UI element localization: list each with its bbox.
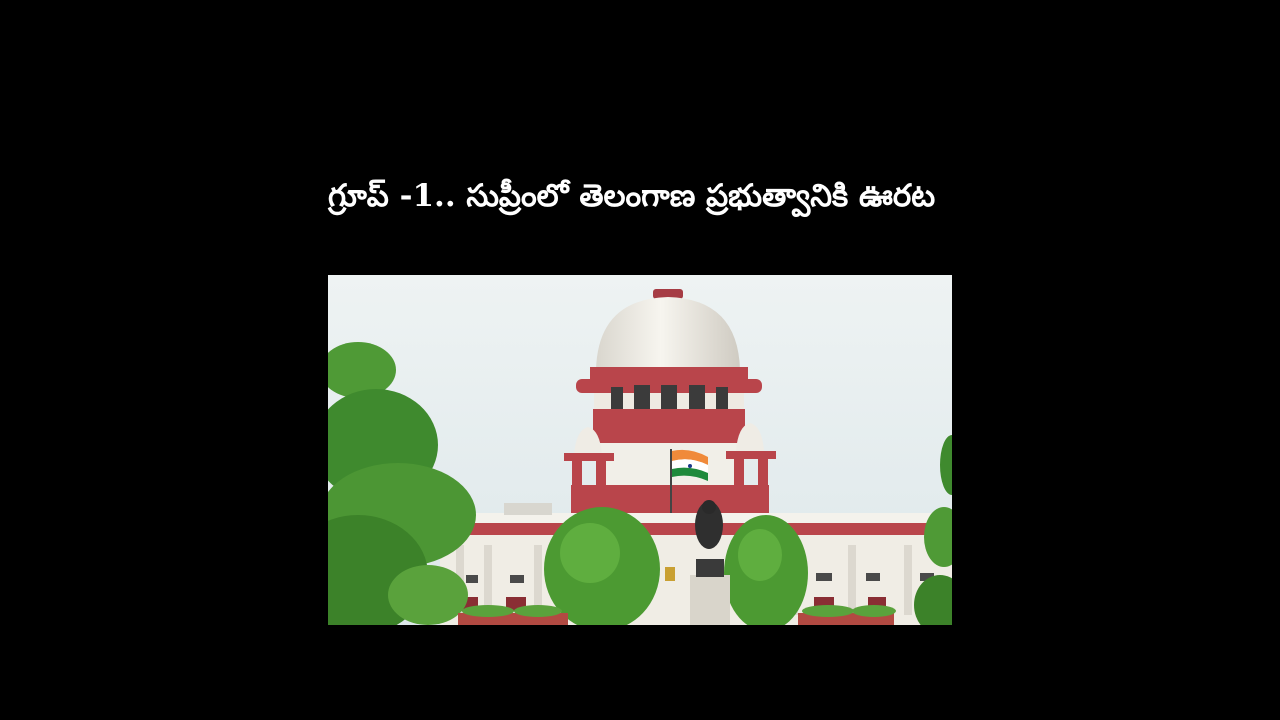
drum-base [598, 443, 738, 487]
emblem [665, 567, 675, 581]
article-headline[interactable]: గ్రూప్ -1.. సుప్రీంలో తెలంగాణ ప్రభుత్వానికి ఊరట [328, 178, 936, 214]
rooftop-box [504, 503, 552, 515]
article-hero-image[interactable] [328, 275, 952, 625]
article [328, 172, 952, 220]
drum-top [590, 367, 748, 383]
drum-brick [593, 409, 745, 443]
